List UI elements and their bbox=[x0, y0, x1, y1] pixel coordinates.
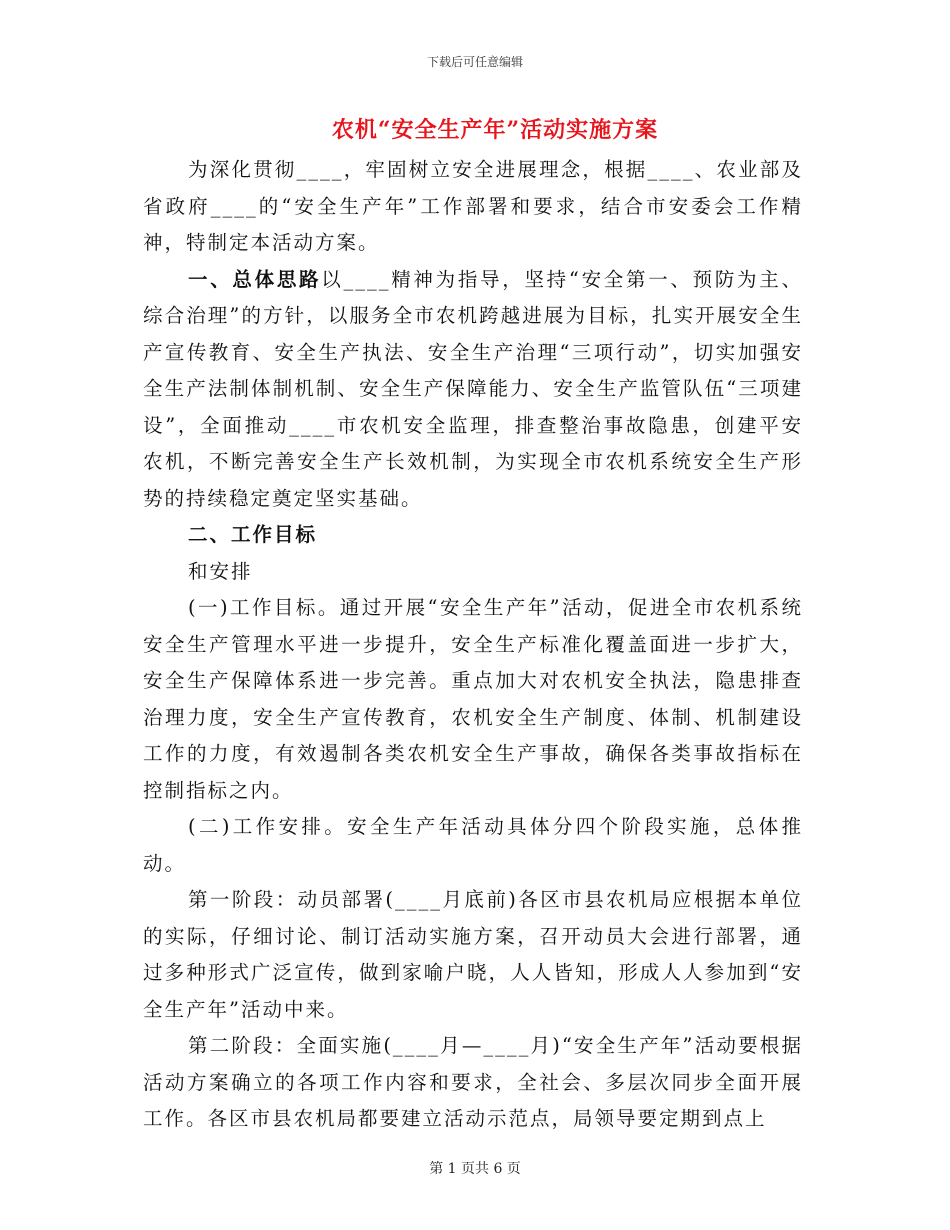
document-body bbox=[143, 152, 803, 1138]
document-title: 农机“安全生产年”活动实施方案 bbox=[331, 117, 659, 143]
paragraph-plan: (二)工作安排。安全生产年活动具体分四个阶段实施，总体推动。 bbox=[143, 815, 803, 875]
paragraph-section1 bbox=[143, 262, 803, 518]
section1-heading: 一、总体思路 bbox=[188, 267, 322, 291]
page-footer: 第 1 页共 6 页 bbox=[429, 1161, 521, 1177]
section1-text: 以____精神为指导，坚持“安全第一、预防为主、综合治理”的方针，以服务全市农机跨越进展为目标，扎实开展安全生产宣传教育、安全生产执法、安全生产治理“三项行动”，切实加强安全生产法制体制机制、安全生产保障能力、安全生产监管队伍“三项建设”，全面推动____市农机安全监理，排查整治事故隐患，创建平安农机，不断完善安全生产长效机制，为实现全市农机系统安全生产形势的持续稳定奠定坚实基础。 bbox=[143, 267, 803, 510]
paragraph-goal: (一)工作目标。通过开展“安全生产年”活动，促进全市农机系统安全生产管理水平进一步提升，安全生产标准化覆盖面进一步扩大，安全生产保障体系进一步完善。重点加大对农机安全执法，隐患排查治理力度，安全生产宣传教育，农机安全生产制度、体制、机制建设工作的力度，有效遏制各类农机安全生产事故，确保各类事故指标在控制指标之内。 bbox=[143, 596, 803, 802]
paragraph-arrangement: 和安排 bbox=[188, 559, 253, 583]
paragraph-stage2: 第二阶段：全面实施(____月—____月)“安全生产年”活动要根据活动方案确立的各项工作内容和要求，全社会、多层次同步全面开展工作。各区市县农机局都要建立活动示范点，局领导要定期到点上 bbox=[143, 1034, 803, 1130]
paragraph-intro: 为深化贯彻____，牢固树立安全进展理念，根据____、农业部及省政府____的“安全生产年”工作部署和要求，结合市安委会工作精神，特制定本活动方案。 bbox=[143, 158, 803, 254]
section2-heading: 二、工作目标 bbox=[188, 523, 318, 546]
paragraph-stage1: 第一阶段：动员部署(____月底前)各区市县农机局应根据本单位的实际，仔细讨论、制订活动实施方案，召开动员大会进行部署，通过多种形式广泛宣传，做到家喻户晓，人人皆知，形成人人参加到“安全生产年”活动中来。 bbox=[143, 888, 803, 1021]
header-note: 下载后可任意编辑 bbox=[426, 55, 523, 69]
